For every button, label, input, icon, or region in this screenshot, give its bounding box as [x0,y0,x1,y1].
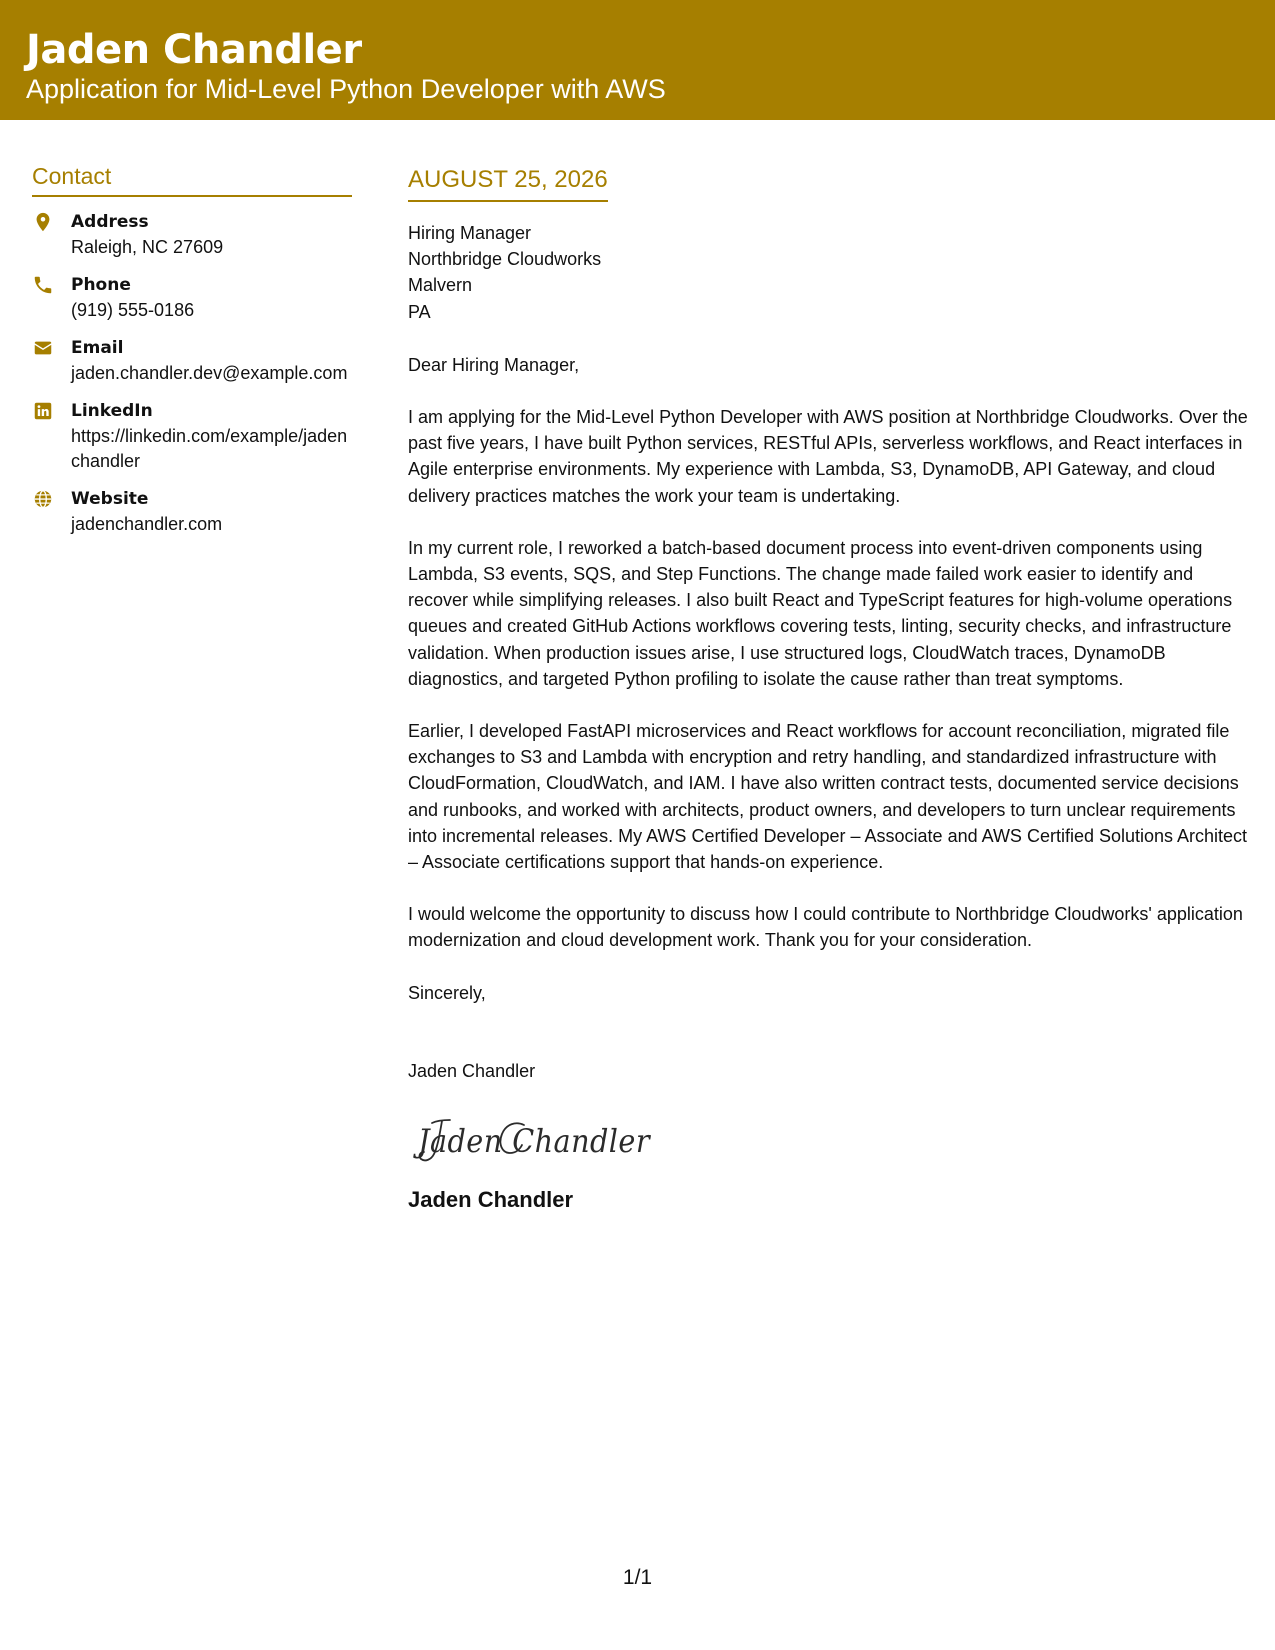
contact-label: Address [71,212,149,232]
linkedin-icon [32,400,54,422]
contact-value: (919) 555-0186 [71,300,195,320]
recipient-block [408,220,1253,325]
contact-sidebar [32,160,352,537]
letter-paragraph: In my current role, I reworked a batch-based document process into event-driven components using Lambda, S3 events, SQS, and Step Functions. The change made failed work easier to identify and recover while simplifying releases. I also built React and TypeScript features for high-volume operations queues and created GitHub Actions workflows covering tests, linting, security checks, and infrastructure validation. When production issues arise, I use structured logs, CloudWatch traces, DynamoDB diagnostics, and targeted Python profiling to isolate the cause rather than treat symptoms. [408,537,1233,689]
contact-label: Email [71,338,124,358]
contact-value: jadenchandler.com [71,514,223,534]
recipient-line: Hiring Manager [408,223,532,243]
application-subtitle: Application for Mid-Level Python Developer with AWS [26,74,666,104]
salutation: Dear Hiring Manager, [408,354,580,375]
contact-website [32,487,352,537]
letter-body [408,164,1253,1214]
letter-paragraph: Earlier, I developed FastAPI microservices and React workflows for account reconciliation, migrated file exchanges to S3 and Lambda with encryption and retry handling, and standardized infrastructure with CloudFormation, CloudWatch, and IAM. I have also written contract tests, documented service decisions and runbooks, and worked with architects, product owners, and developers to turn unclear requirements into incremental releases. My AWS Certified Developer – Associate and AWS Certified Solutions Architect – Associate certifications support that hands-on experience. [408,721,1248,873]
header-banner [0,0,1275,120]
envelope-icon [32,337,54,359]
svg-text:Jaden Chandler: Jaden Chandler [412,1122,652,1161]
contact-value: Raleigh, NC 27609 [71,237,224,257]
contact-value: https://linkedin.com/example/jadenchandler [71,426,348,471]
contact-phone [32,273,352,323]
contact-label: LinkedIn [71,401,153,421]
closing-name: Jaden Chandler [408,1060,536,1081]
printed-signature-name: Jaden Chandler [408,1187,574,1213]
globe-icon [32,488,54,510]
contact-value: jaden.chandler.dev@example.com [71,363,348,383]
page-number: 1/1 [622,1566,653,1589]
signature-gap [408,1006,1253,1058]
recipient-line: Northbridge Cloudworks [408,249,602,270]
location-pin-icon [32,211,54,233]
closing: Sincerely, [408,982,486,1003]
letter-paragraph: I am applying for the Mid-Level Python Developer with AWS position at Northbridge Cloudworks. Over the past five years, I have built Python services, RESTful APIs, serverless workflows, and React interfaces in Agile enterprise environments. My experience with Lambda, S3, DynamoDB, API Gateway, and cloud delivery practices matches the work your team is undertaking. [408,407,1248,506]
letter-paragraph: I would welcome the opportunity to discuss how I could contribute to Northbridge Cloudworks' application modernization and cloud development work. Thank you for your consideration. [408,904,1243,951]
recipient-line: PA [408,301,431,322]
contact-linkedin [32,399,352,474]
phone-icon [32,274,54,296]
contact-label: Website [71,489,149,509]
handwritten-signature [412,1112,662,1168]
contact-section-title: Contact [32,160,352,197]
letter-date: AUGUST 25, 2026 [408,164,608,202]
contact-label: Phone [71,275,131,295]
contact-email [32,336,352,386]
contact-address [32,210,352,260]
applicant-name: Jaden Chandler [26,27,362,73]
recipient-line: Malvern [408,275,473,296]
